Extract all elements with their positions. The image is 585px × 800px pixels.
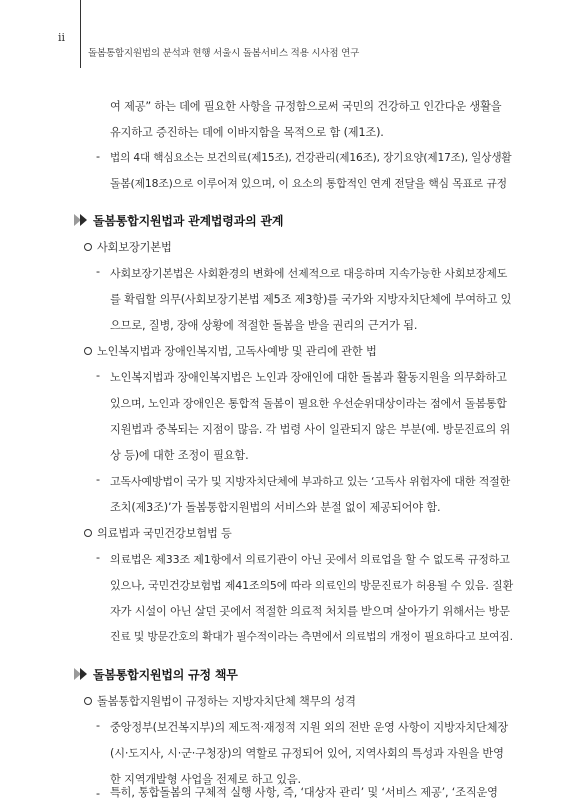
running-title: 돌봄통합지원법의 분석과 현행 서울시 돌봄서비스 적용 시사점 연구: [88, 48, 360, 59]
text-line: (시·도지사, 시·군·구청장)의 역할로 규정되어 있어, 지역사회의 특성과 자원을 반영: [110, 747, 504, 760]
text-line: 사회보장기본법은 사회환경의 변화에 선제적으로 대응하며 지속가능한 사회보장제도: [110, 267, 508, 280]
text-line: 돌봄(제18조)으로 이루어져 있으며, 이 요소의 통합적인 연계 전달을 핵심 목표로 규정: [110, 177, 507, 190]
bullet-title: 돌봄통합지원법이 규정하는 지방자치단체 책무의 성격: [97, 695, 356, 708]
section-title: 돌봄통합지원법의 규정 책무: [93, 668, 238, 682]
text-line: 진료 및 방문간호의 확대가 필수적이라는 측면에서 의료법의 개정이 필요하다고 보여짐.: [110, 630, 513, 643]
text-line: 특히, 통합돌봄의 구체적 실행 사항, 즉, ‘대상자 관리’ 및 ‘서비스 제공’, ‘조직운영: [110, 786, 498, 799]
dash-marker: -: [96, 150, 101, 163]
bullet-title: 의료법과 국민건강보험법 등: [97, 527, 232, 540]
text-line: 있으며, 노인과 장애인은 통합적 돌봄이 필요한 우선순위대상이라는 점에서 돌봄통합: [110, 397, 507, 410]
section-arrow-icon: [74, 668, 92, 680]
text-line: 중앙정부(보건복지부)의 제도적·재정적 지원 외의 전반 운영 사항이 지방자치단체장: [110, 721, 509, 734]
dash-marker: -: [96, 265, 101, 278]
dash-marker: -: [96, 719, 101, 732]
text-line: 여 제공” 하는 데에 필요한 사항을 규정함으로써 국민의 건강하고 인간다운 생활을: [110, 100, 502, 113]
text-line: 조치(제3조)’가 돌봄통합지원법의 서비스와 분절 없이 제공되어야 함.: [110, 501, 441, 514]
text-line: 으므로, 질병, 장애 상황에 적절한 돌봄을 받을 권리의 근거가 됨.: [110, 319, 418, 332]
text-line: 상 등)에 대한 조정이 필요함.: [110, 449, 249, 462]
dash-marker: -: [96, 787, 101, 800]
text-line: 의료법은 제33조 제1항에서 의료기관이 아닌 곳에서 의료업을 할 수 없도록 규정하고: [110, 553, 510, 566]
section-title: 돌봄통합지원법과 관계법령과의 관계: [93, 214, 284, 228]
page-header: [0, 0, 585, 70]
text-line: 유지하고 증진하는 데에 이바지함을 목적으로 함 (제1조).: [110, 126, 384, 139]
text-line: 고독사예방법이 국가 및 지방자치단체에 부과하고 있는 ‘고독사 위험자에 대한 적절한: [110, 475, 511, 488]
dash-marker: -: [96, 551, 101, 564]
circle-bullet-icon: [84, 529, 92, 537]
text-line: 노인복지법과 장애인복지법은 노인과 장애인에 대한 돌봄과 활동지원을 의무화하고: [110, 371, 507, 384]
dash-marker: -: [96, 369, 101, 382]
text-line: 법의 4대 핵심요소는 보건의료(제15조), 건강관리(제16조), 장기요양(제17조), 일상생활: [110, 152, 512, 164]
dash-marker: -: [96, 473, 101, 486]
page-number: ii: [58, 31, 66, 44]
bullet-title: 사회보장기본법: [97, 241, 172, 254]
header-divider: [80, 0, 81, 68]
section-arrow-icon: [74, 214, 92, 226]
circle-bullet-icon: [84, 347, 92, 355]
text-line: 를 확립할 의무(사회보장기본법 제5조 제3항)를 국가와 지방자치단체에 부여하고 있: [110, 293, 512, 306]
circle-bullet-icon: [84, 697, 92, 705]
text-line: 한 지역개발형 사업을 전제로 하고 있음.: [110, 773, 301, 786]
text-line: 지원법과 중복되는 지점이 많음. 각 법령 사이 일관되지 않은 부분(예. 방문진료의 위: [110, 423, 511, 436]
text-line: 있으나, 국민건강보험법 제41조의5에 따라 의료인의 방문진료가 허용될 수 있음. 질환: [110, 579, 514, 592]
circle-bullet-icon: [84, 243, 92, 251]
bullet-title: 노인복지법과 장애인복지법, 고독사예방 및 관리에 관한 법: [97, 345, 377, 358]
text-line: 자가 시설이 아닌 살던 곳에서 적절한 의료적 처치를 받으며 살아가기 위해서는 방문: [110, 605, 510, 618]
